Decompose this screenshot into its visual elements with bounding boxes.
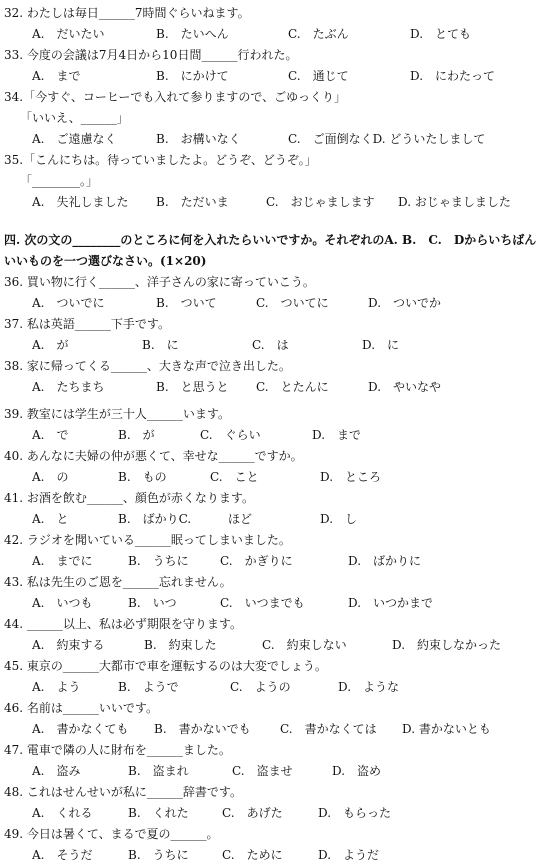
question-47: 47. 電車で隣の人に財布を______ました。 bbox=[4, 743, 231, 757]
option-a: A. ついでに bbox=[32, 296, 105, 310]
option-d: D. ばかりに bbox=[348, 554, 422, 568]
options-37 bbox=[4, 335, 540, 356]
option-c: C. かぎりに bbox=[220, 554, 293, 568]
option-a: A. くれる bbox=[32, 806, 93, 820]
question-41: 41. お酒を飲む______、顔色が赤くなります。 bbox=[4, 491, 254, 505]
option-b: B. 盗まれ bbox=[128, 764, 189, 778]
option-d: D. とても bbox=[410, 27, 472, 41]
option-d: D. ような bbox=[338, 680, 400, 694]
option-d: D. 約束しなかった bbox=[392, 638, 502, 652]
exam-page bbox=[4, 3, 540, 866]
option-b: B. に bbox=[142, 338, 179, 352]
option-a: A. が bbox=[32, 338, 69, 352]
question-34: 34.「今すぐ、コーヒーでも入れて参りますので、ごゆっくり」 bbox=[4, 90, 347, 104]
question-40: 40. あんなに夫婦の仲が悪くて、幸せな______ですか。 bbox=[4, 449, 303, 463]
question-35: 35.「こんにちは。待っていましたよ。どうぞ、どうぞ。」 bbox=[4, 153, 317, 167]
option-a: A. だいたい bbox=[32, 27, 105, 41]
option-d: D. やいなや bbox=[368, 380, 442, 394]
option-b: B. にかけて bbox=[156, 69, 229, 83]
option-c: C. ご面倒なくD. どういたしまして bbox=[288, 132, 486, 146]
option-c: C. ついてに bbox=[256, 296, 329, 310]
option-d: D. し bbox=[320, 512, 358, 526]
option-a: A. よう bbox=[32, 680, 81, 694]
question-33: 33. 今度の会議は7月4日から10日間______行われた。 bbox=[4, 48, 298, 62]
option-d: D. おじゃましました bbox=[398, 195, 511, 209]
option-b: B. お構いなく bbox=[156, 132, 241, 146]
options-49 bbox=[4, 845, 540, 866]
option-c: C. 盗ませ bbox=[232, 764, 293, 778]
option-d: D. まで bbox=[312, 428, 362, 442]
options-47 bbox=[4, 761, 540, 782]
option-c: C. ために bbox=[222, 848, 283, 862]
options-35 bbox=[4, 192, 540, 213]
question-45: 45. 東京の______大都市で車を運転するのは大変でしょう。 bbox=[4, 659, 327, 673]
question-38: 38. 家に帰ってくる______、大きな声で泣き出した。 bbox=[4, 359, 291, 373]
options-44 bbox=[4, 635, 540, 656]
option-d: D. いつかまで bbox=[348, 596, 434, 610]
question-44: 44. ______以上、私は必ず期限を守ります。 bbox=[4, 617, 242, 631]
options-39 bbox=[4, 425, 540, 446]
option-a: A. 約束する bbox=[32, 638, 105, 652]
option-b: B. たいへん bbox=[156, 27, 229, 41]
options-46 bbox=[4, 719, 540, 740]
options-34 bbox=[4, 129, 540, 150]
question-36: 36. 買い物に行く______、洋子さんの家に寄っていこう。 bbox=[4, 275, 315, 289]
option-c: ほど bbox=[228, 512, 253, 526]
option-a: A. 盗み bbox=[32, 764, 81, 778]
option-c: C. あげた bbox=[222, 806, 283, 820]
option-a: A. の bbox=[32, 470, 69, 484]
option-a: A. ご遠慮なく bbox=[32, 132, 117, 146]
option-b: B. ようで bbox=[118, 680, 179, 694]
question-46: 46. 名前は______いいです。 bbox=[4, 701, 158, 715]
option-b: B. ばかりC. bbox=[118, 512, 192, 526]
option-d: D. に bbox=[362, 338, 400, 352]
option-b: B. 書かないでも bbox=[154, 722, 251, 736]
option-c: C. 約束しない bbox=[262, 638, 347, 652]
options-43 bbox=[4, 593, 540, 614]
option-b: B. 約束した bbox=[144, 638, 217, 652]
question-42: 42. ラジオを聞いている______眠ってしまいました。 bbox=[4, 533, 291, 547]
option-c: C. いつまでも bbox=[220, 596, 305, 610]
options-33 bbox=[4, 66, 540, 87]
option-b: B. が bbox=[118, 428, 155, 442]
option-b: B. ただいま bbox=[156, 195, 229, 209]
question-37: 37. 私は英語______下手です。 bbox=[4, 317, 170, 331]
option-c: C. おじゃまします bbox=[266, 195, 375, 209]
option-c: C. ぐらい bbox=[200, 428, 261, 442]
response-35: 「________。」 bbox=[20, 174, 99, 188]
option-c: C. たぶん bbox=[288, 27, 349, 41]
option-b: B. うちに bbox=[128, 554, 189, 568]
option-d: D. ついでか bbox=[368, 296, 442, 310]
options-48 bbox=[4, 803, 540, 824]
option-d: D. にわたって bbox=[410, 69, 496, 83]
option-b: B. もの bbox=[118, 470, 167, 484]
question-32: 32. わたしは毎日______7時間ぐらいねます。 bbox=[4, 6, 250, 20]
option-d: D. ようだ bbox=[318, 848, 380, 862]
option-b: B. くれた bbox=[128, 806, 189, 820]
option-c: C. こと bbox=[210, 470, 259, 484]
options-38 bbox=[4, 377, 540, 398]
option-b: B. ついて bbox=[156, 296, 217, 310]
section-gap bbox=[4, 213, 540, 230]
option-b: B. いつ bbox=[128, 596, 177, 610]
options-41 bbox=[4, 509, 540, 530]
option-d: D. もらった bbox=[318, 806, 392, 820]
option-a: A. まで bbox=[32, 69, 81, 83]
options-42 bbox=[4, 551, 540, 572]
options-45 bbox=[4, 677, 540, 698]
option-a: A. いつも bbox=[32, 596, 93, 610]
option-c: C. とたんに bbox=[256, 380, 329, 394]
option-a: A. 書かなくても bbox=[32, 722, 129, 736]
question-48: 48. これはせんせいが私に______辞書です。 bbox=[4, 785, 242, 799]
option-a: A. で bbox=[32, 428, 69, 442]
option-c: C. 通じて bbox=[288, 69, 349, 83]
option-d: D. 盗め bbox=[332, 764, 382, 778]
option-b: B. と思うと bbox=[156, 380, 229, 394]
option-a: A. と bbox=[32, 512, 69, 526]
option-a: A. そうだ bbox=[32, 848, 93, 862]
option-a: A. 失礼しました bbox=[32, 195, 129, 209]
section-4-instructions: 四. 次の文の________のところに何を入れたらいいですか。それぞれのA. B. C. Dからいちばんいいものを一つ選びなさい。(1×20) bbox=[4, 233, 537, 268]
option-d: D. ところ bbox=[320, 470, 382, 484]
question-49: 49. 今日は暑くて、まるで夏の______。 bbox=[4, 827, 219, 841]
question-43: 43. 私は先生のご恩を______忘れません。 bbox=[4, 575, 232, 589]
option-d: D. 書かないとも bbox=[402, 722, 491, 736]
options-36 bbox=[4, 293, 540, 314]
options-32 bbox=[4, 24, 540, 45]
option-a: A. までに bbox=[32, 554, 93, 568]
options-40 bbox=[4, 467, 540, 488]
option-b: B. うちに bbox=[128, 848, 189, 862]
option-c: C. ようの bbox=[230, 680, 291, 694]
question-39: 39. 教室には学生が三十人______います。 bbox=[4, 407, 230, 421]
option-a: A. たちまち bbox=[32, 380, 105, 394]
response-34: 「いいえ、______」 bbox=[20, 111, 129, 125]
option-c: C. は bbox=[252, 338, 289, 352]
option-c: C. 書かなくては bbox=[280, 722, 377, 736]
